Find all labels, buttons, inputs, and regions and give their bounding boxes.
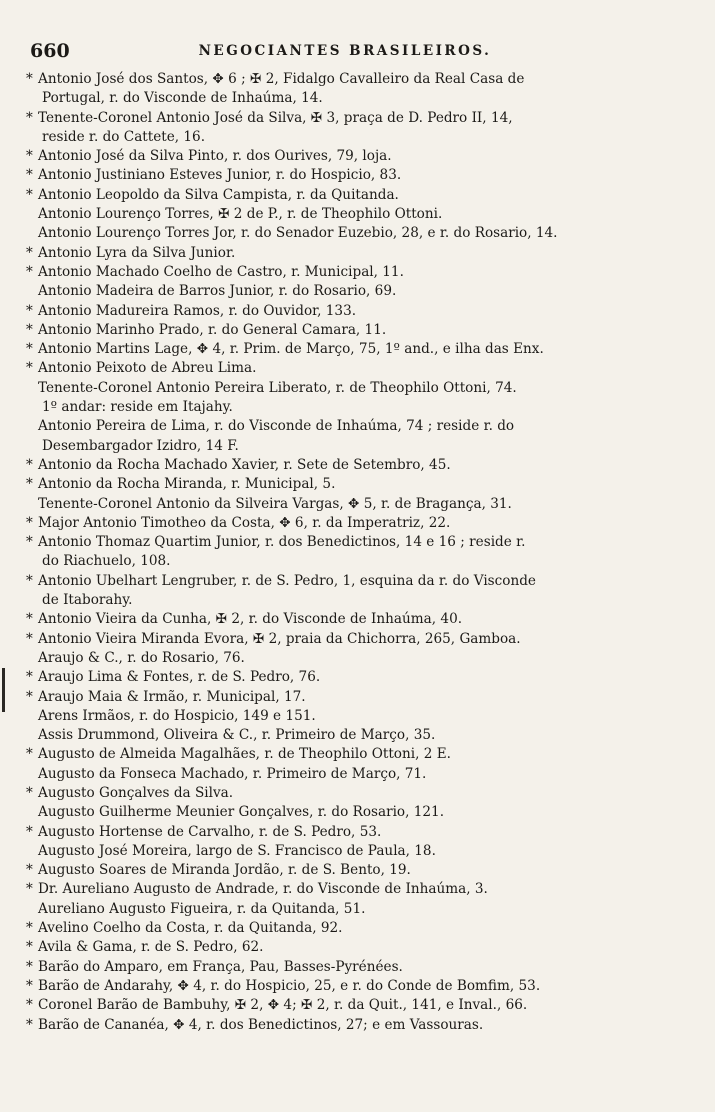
entry-continuation: do Riachuelo, 108. [42,553,171,570]
entry-text: Antonio Marinho Prado, r. do General Camara, 11. [38,321,387,338]
entry-text: Antonio Justiniano Esteves Junior, r. do Hospicio, 83. [38,167,402,184]
entry-continuation: reside r. do Cattete, 16. [42,128,206,145]
entry-text: Augusto de Almeida Magalhães, r. de Theophilo Ottoni, 2 E. [38,746,451,763]
entry-mark: * [26,321,33,338]
entry-mark: * [26,630,33,647]
directory-entry [26,823,662,842]
entry-mark: * [26,302,33,319]
entry-mark: * [26,263,33,280]
directory-entry [26,417,662,456]
page-number: 660 [30,40,70,62]
entry-text: Avelino Coelho da Costa, r. da Quitanda, 92. [38,920,343,937]
entry-text: Antonio Madeira de Barros Junior, r. do Rosario, 69. [38,283,397,300]
directory-entry [26,302,662,321]
directory-entry [26,958,662,977]
entry-text: Augusto Guilherme Meunier Gonçalves, r. do Rosario, 121. [38,804,445,821]
directory-entry [26,340,662,359]
entry-text: Antonio Machado Coelho de Castro, r. Municipal, 11. [38,263,404,280]
directory-entry [26,900,662,919]
directory-entry [26,726,662,745]
directory-entry [26,224,662,243]
entry-mark: * [26,148,33,165]
entry-text: Coronel Barão de Bambuhy, ✠ 2, ✥ 4; ✠ 2, r. da Quit., 141, e Inval., 66. [38,997,528,1014]
entry-text: Antonio Lourenço Torres, ✠ 2 de P., r. de Theophilo Ottoni. [38,206,443,223]
entry-mark: * [26,977,33,994]
entry-text: Aureliano Augusto Figueira, r. da Quitanda, 51. [38,900,366,917]
entry-text: Dr. Aureliano Augusto de Andrade, r. do Visconde de Inhaúma, 3. [38,881,488,898]
entry-mark: * [26,456,33,473]
directory-entry [26,495,662,514]
directory-entry [26,649,662,668]
directory-entry [26,321,662,340]
entry-mark: * [26,514,33,531]
entry-mark: * [26,186,33,203]
entry-mark: * [26,784,33,801]
entry-text: Antonio Thomaz Quartim Junior, r. dos Benedictinos, 14 e 16 ; reside r. [38,534,526,551]
directory-entry [26,475,662,494]
entry-text: Barão de Andarahy, ✥ 4, r. do Hospicio, 25, e r. do Conde de Bomfim, 53. [38,977,541,994]
entry-mark: * [26,71,33,87]
entry-continuation: de Itaborahy. [42,592,133,609]
entry-mark: * [26,109,33,126]
entry-mark: * [26,360,33,377]
entry-mark: * [26,958,33,975]
directory-entry [26,109,662,148]
entry-text: Antonio Peixoto de Abreu Lima. [38,360,257,377]
entry-mark: * [26,823,33,840]
directory-entry [26,166,662,185]
entry-text: Antonio Vieira da Cunha, ✠ 2, r. do Visconde de Inhaúma, 40. [38,611,463,628]
entry-text: Augusto da Fonseca Machado, r. Primeiro de Março, 71. [38,765,427,782]
directory-entry [26,1016,662,1035]
directory-entry [26,765,662,784]
page-header [30,40,660,62]
entry-text: Avila & Gama, r. de S. Pedro, 62. [38,939,264,956]
entry-text: Antonio José dos Santos, ✥ 6 ; ✠ 2, Fidalgo Cavalleiro da Real Casa de [38,71,525,87]
directory-entry [26,784,662,803]
directory-entry [26,880,662,899]
entry-mark: * [26,997,33,1014]
entry-mark: * [26,167,33,184]
entry-mark: * [26,688,33,705]
entry-text: Barão do Amparo, em França, Pau, Basses-Pyrénées. [38,958,403,975]
entry-text: Barão de Cananéa, ✥ 4, r. dos Benedictinos, 27; e em Vassouras. [38,1016,484,1033]
entry-mark: * [26,534,33,551]
entry-text: Tenente-Coronel Antonio José da Silva, ✠ 3, praça de D. Pedro II, 14, [38,109,513,126]
directory-entry [26,668,662,687]
directory-entry [26,996,662,1015]
entry-mark: * [26,244,33,261]
entry-text: Araujo Maia & Irmão, r. Municipal, 17. [38,688,306,705]
directory-entry [26,803,662,822]
entry-text: Araujo Lima & Fontes, r. de S. Pedro, 76. [38,669,321,686]
directory-entry [26,610,662,629]
directory-entry [26,359,662,378]
entry-text: Antonio José da Silva Pinto, r. dos Ourives, 79, loja. [38,148,392,165]
entry-text: Major Antonio Timotheo da Costa, ✥ 6, r. da Imperatriz, 22. [38,514,451,531]
entry-text: Antonio Vieira Miranda Evora, ✠ 2, praia da Chichorra, 265, Gamboa. [38,630,521,647]
entry-mark: * [26,862,33,879]
entry-text: Antonio Lyra da Silva Junior. [38,244,236,261]
directory-entry [26,688,662,707]
entry-text: Antonio Martins Lage, ✥ 4, r. Prim. de Março, 75, 1º and., e ilha das Enx. [38,341,544,358]
entry-mark: * [26,939,33,956]
running-title: NEGOCIANTES BRASILEIROS. [198,43,492,59]
entry-text: Arens Irmãos, r. do Hospicio, 149 e 151. [38,707,316,724]
entry-text: Augusto José Moreira, largo de S. Francisco de Paula, 18. [38,842,436,859]
entry-mark: * [26,476,33,493]
margin-mark [2,668,5,712]
entry-mark: * [26,572,33,589]
directory-entry [26,379,662,418]
entry-text: Antonio Leopoldo da Silva Campista, r. da Quitanda. [38,186,399,203]
entry-text: Antonio Lourenço Torres Jor, r. do Senador Euzebio, 28, e r. do Rosario, 14. [38,225,558,242]
entry-text: Antonio Ubelhart Lengruber, r. de S. Pedro, 1, esquina da r. do Visconde [38,572,536,589]
directory-entry [26,861,662,880]
directory-entry [26,938,662,957]
directory-entry [26,147,662,166]
entry-text: Araujo & C., r. do Rosario, 76. [38,649,245,666]
directory-entry [26,842,662,861]
entry-text: Tenente-Coronel Antonio da Silveira Vargas, ✥ 5, r. de Bragança, 31. [38,495,512,512]
entry-text: Assis Drummond, Oliveira & C., r. Primeiro de Março, 35. [38,727,436,744]
directory-entry [26,282,662,301]
entry-text: Augusto Gonçalves da Silva. [38,784,234,801]
entry-text: Antonio Pereira de Lima, r. do Visconde de Inhaúma, 74 ; reside r. do [38,418,515,435]
entry-text: Augusto Hortense de Carvalho, r. de S. Pedro, 53. [38,823,382,840]
entry-text: Augusto Soares de Miranda Jordão, r. de S. Bento, 19. [38,862,411,879]
entry-text: Antonio da Rocha Machado Xavier, r. Sete de Setembro, 45. [38,456,451,473]
directory-entry [26,630,662,649]
directory-entry [26,745,662,764]
entry-mark: * [26,881,33,898]
entry-text: Tenente-Coronel Antonio Pereira Liberato, r. de Theophilo Ottoni, 74. [38,379,517,396]
directory-entry [26,244,662,263]
directory-entry [26,572,662,611]
directory-entries [26,70,662,1035]
entry-continuation: 1º andar: reside em Itajahy. [42,399,233,416]
entry-mark: * [26,920,33,937]
entry-mark: * [26,341,33,358]
entry-mark: * [26,611,33,628]
entry-text: Antonio Madureira Ramos, r. do Ouvidor, 133. [38,302,357,319]
directory-entry [26,186,662,205]
directory-entry [26,456,662,475]
entry-mark: * [26,1016,33,1033]
directory-entry [26,977,662,996]
entry-continuation: Portugal, r. do Visconde de Inhaúma, 14. [42,90,323,107]
directory-entry [26,707,662,726]
directory-entry [26,263,662,282]
directory-entry [26,205,662,224]
entry-mark: * [26,746,33,763]
directory-entry [26,70,662,109]
entry-continuation: Desembargador Izidro, 14 F. [42,437,239,454]
directory-entry [26,533,662,572]
directory-entry [26,514,662,533]
entry-mark: * [26,669,33,686]
directory-entry [26,919,662,938]
entry-text: Antonio da Rocha Miranda, r. Municipal, 5. [38,476,336,493]
